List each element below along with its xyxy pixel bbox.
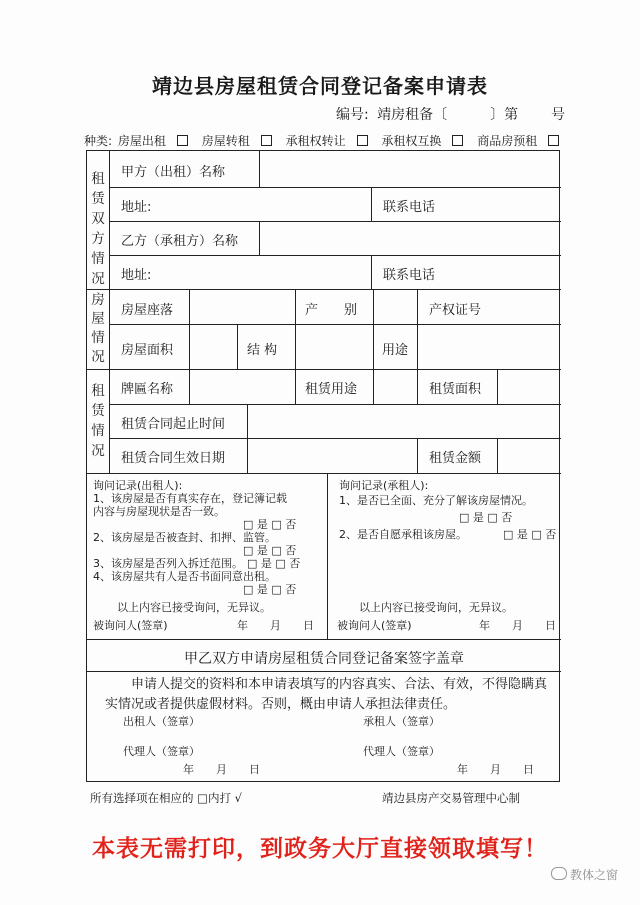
usage-label: 用途 [382, 343, 409, 358]
title-number-label: 产权证号 [429, 303, 482, 318]
house-category-label: 产 别 [305, 303, 358, 318]
signboard-label: 牌匾名称 [121, 382, 174, 397]
lessee-question-1-choice[interactable]: □ 是 □ 否 [459, 511, 513, 524]
house-area-label: 房屋面积 [121, 343, 174, 358]
rent-use-label: 租赁用途 [305, 382, 358, 397]
issuer: 靖边县房产交易管理中心制 [382, 791, 520, 805]
applicant-statement: 申请人提交的资料和本申请表填写的内容真实、合法、有效，不得隐瞒真实情况或者提供虚假材料。否则，概由申请人承担法律责任。 [105, 677, 548, 712]
lessee-sign-date: 年 月 日 [457, 763, 534, 776]
lessor-address-label: 地址: [121, 200, 152, 215]
rent-area-label: 租赁面积 [429, 382, 482, 397]
contract-period-label: 租赁合同起止时间 [121, 417, 226, 432]
house-location-label: 房屋座落 [121, 303, 174, 318]
inquiry-lessor-title: 询问记录(出租人): [93, 479, 183, 492]
lessor-name-label: 甲方（出租）名称 [121, 165, 226, 180]
kind-options [84, 132, 569, 149]
lessor-question-4-choice[interactable]: □ 是 □ 否 [243, 583, 297, 596]
lessor-question-1b: 内容与房屋现状是否一致。 [93, 505, 225, 518]
checkbox-icon[interactable] [261, 135, 272, 146]
lessor-phone-label: 联系电话 [383, 200, 436, 215]
inquiry-lessee-title: 询问记录(承租人): [339, 479, 429, 492]
lessee-confirm: 以上内容已接受询问，无异议。 [359, 601, 513, 614]
checkbox-icon[interactable] [548, 135, 559, 146]
lessee-question-1: 1、是否已全面、充分了解该房屋情况。 [339, 494, 533, 507]
wechat-icon [551, 867, 567, 880]
kind-option-sublet[interactable]: 房屋转租 [202, 134, 272, 148]
lessor-question-1-choice[interactable]: □ 是 □ 否 [243, 518, 297, 531]
kind-label: 种类: [84, 134, 113, 148]
lessor-question-3: 3、该房屋是否列入拆迁范围。 □ 是 □ 否 [93, 557, 301, 570]
lessor-agent-signature[interactable]: 代理人（签章） [123, 745, 200, 758]
lessee-agent-signature[interactable]: 代理人（签章） [363, 745, 440, 758]
checkbox-icon[interactable] [452, 135, 463, 146]
lessee-phone-label: 联系电话 [383, 268, 436, 283]
form-title: 靖边县房屋租赁合同登记备案申请表 [152, 74, 488, 98]
red-notice: 本表无需打印，到政务大厅直接领取填写！ [92, 836, 548, 862]
lessor-confirm: 以上内容已接受询问，无异议。 [117, 601, 271, 614]
checkbox-icon[interactable] [357, 135, 368, 146]
structure-label: 结 构 [247, 343, 278, 358]
watermark [551, 866, 618, 883]
section-rent-label: 租赁情况 [91, 383, 105, 459]
inquiry-lessee [339, 479, 556, 541]
watermark-text: 教体之窗 [569, 868, 618, 882]
lessor-question-3-choice[interactable]: □ 是 □ 否 [247, 557, 301, 570]
registration-form [86, 150, 560, 782]
lessee-interviewee-sign: 被询问人(签章) [337, 619, 412, 632]
serial-suffix: 号 [550, 107, 565, 123]
lessee-address-label: 地址: [121, 268, 152, 283]
section-house-label: 房屋情况 [91, 292, 105, 365]
kind-option-presale[interactable]: 商品房预租 [477, 134, 559, 148]
lessee-question-2: 2、是否自愿承租该房屋。 □ 是 □ 否 [339, 528, 557, 541]
serial-prefix: 靖房租备〔 [377, 107, 448, 123]
lessor-question-4: 4、该房屋共有人是否书面同意出租。 [93, 570, 276, 583]
kind-option-rent[interactable]: 房屋出租 [118, 134, 188, 148]
lessor-interviewee-sign: 被询问人(签章) [93, 619, 168, 632]
signature-heading: 甲乙双方申请房屋租赁合同登记备案签字盖章 [184, 651, 464, 667]
lessee-name-label: 乙方（承租方）名称 [121, 234, 239, 249]
lessor-question-2: 2、该房屋是否被查封、扣押、监管。 [93, 531, 276, 544]
serial-label: 编号: [336, 107, 369, 123]
lessor-sign-date: 年 月 日 [183, 763, 260, 776]
lessee-signature[interactable]: 承租人（签章） [363, 715, 440, 728]
lessee-date: 年 月 日 [479, 619, 556, 632]
serial-number [336, 104, 565, 124]
section-parties-label: 租赁双方情况 [91, 171, 105, 287]
serial-mid: 〕第 [490, 107, 519, 123]
lessor-date: 年 月 日 [237, 619, 314, 632]
kind-option-exchange[interactable]: 承租权互换 [381, 134, 463, 148]
lessor-question-1a: 1、该房屋是否有真实存在，登记簿记载 [93, 492, 287, 505]
kind-option-transfer[interactable]: 承租权转让 [286, 134, 368, 148]
lessor-signature[interactable]: 出租人（签章） [123, 715, 200, 728]
lessor-question-2-choice[interactable]: □ 是 □ 否 [243, 544, 297, 557]
inquiry-lessor [93, 479, 300, 596]
lessee-question-2-choice[interactable]: □ 是 □ 否 [503, 528, 557, 541]
checkbox-icon[interactable] [177, 135, 188, 146]
selection-note: 所有选择项在相应的 □内打 √ [90, 791, 243, 805]
rent-amount-label: 租赁金额 [429, 451, 482, 466]
contract-effective-label: 租赁合同生效日期 [121, 451, 226, 466]
